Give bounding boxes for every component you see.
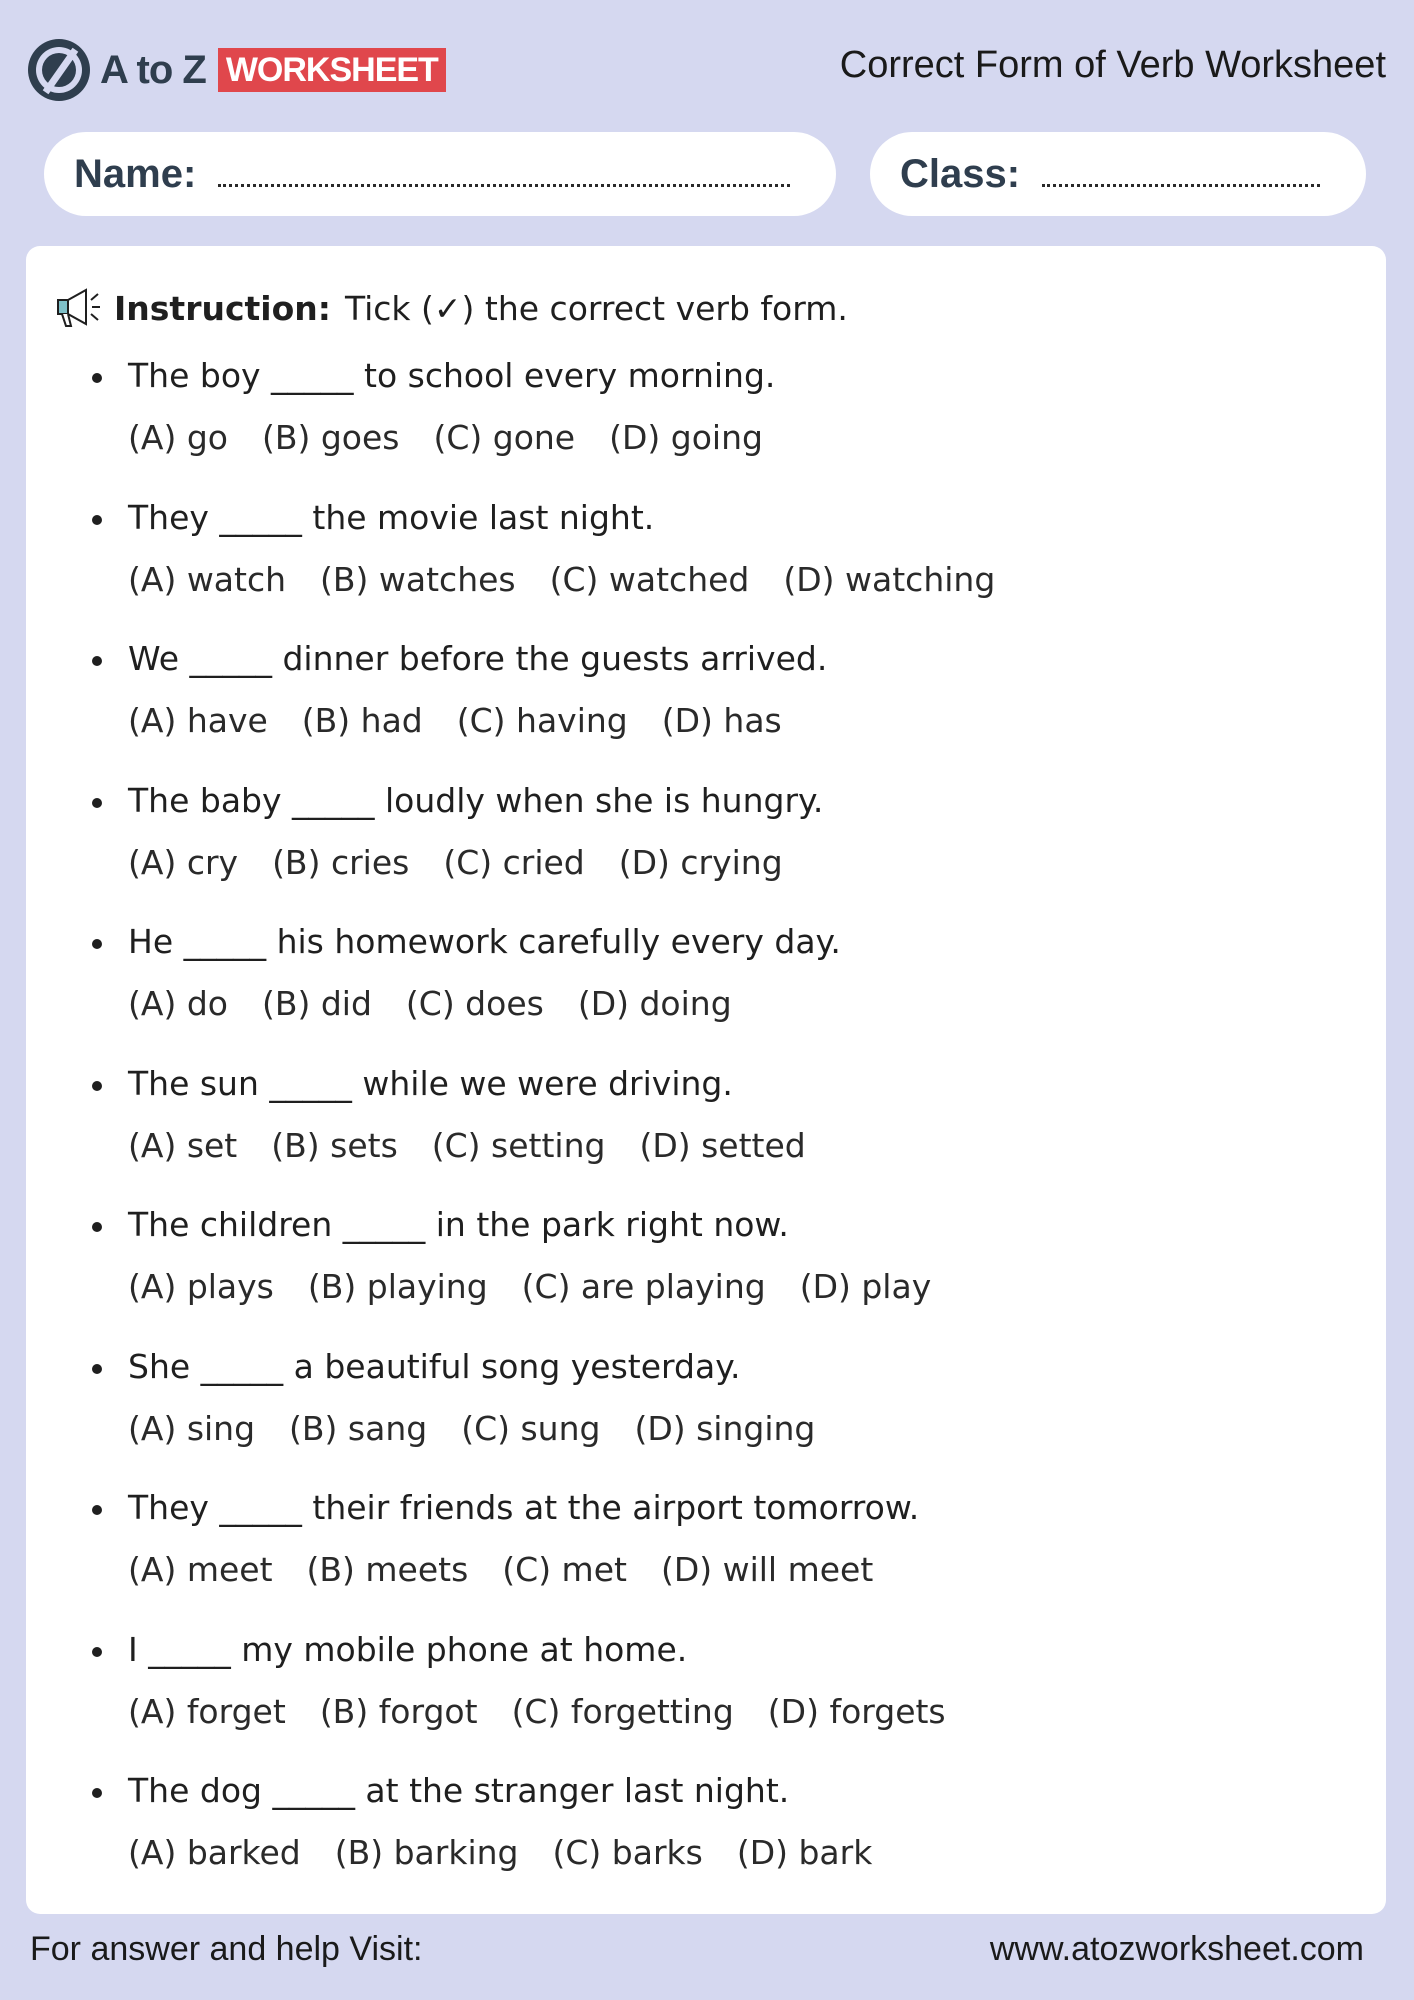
question-text: He _____ his homework carefully every day. [128,922,841,961]
option-a[interactable]: (A) watch [128,559,287,599]
question-text: The children _____ in the park right now. [128,1205,789,1244]
option-a[interactable]: (A) go [128,418,228,457]
option-row [128,1692,980,1731]
option-d[interactable]: (D) crying [618,842,783,882]
bullet [92,656,102,666]
option-b[interactable]: (B) goes [261,418,400,457]
worksheet-card [26,246,1386,1914]
logo-pen-icon [28,39,90,101]
option-a[interactable]: (A) set [128,1125,238,1165]
bullet [92,1081,102,1091]
question-item [92,639,1352,781]
question-item [92,356,1352,498]
question-text: She _____ a beautiful song yesterday. [128,1346,741,1386]
option-a[interactable]: (A) do [128,984,228,1023]
name-field[interactable] [44,132,836,216]
option-d[interactable]: (D) going [609,418,763,457]
option-c[interactable]: (C) forgetting [511,1691,734,1731]
option-row [128,1267,965,1306]
logo-badge: WORKSHEET [218,48,446,92]
option-a[interactable]: (A) forget [128,1691,286,1731]
option-c[interactable]: (C) setting [431,1125,606,1165]
option-row [128,701,816,740]
bullet [92,1647,102,1657]
option-row [128,984,766,1023]
question-item [92,1064,1352,1206]
question-text: We _____ dinner before the guests arrived. [128,639,828,678]
bullet [92,373,102,383]
option-row [128,843,817,882]
option-c[interactable]: (C) having [456,701,628,740]
name-dotted-line[interactable] [218,161,790,187]
option-b[interactable]: (B) forgot [319,1691,478,1731]
megaphone-icon [54,286,102,330]
page-title: Correct Form of Verb Worksheet [839,44,1386,86]
question-text: The sun _____ while we were driving. [128,1063,733,1103]
option-d[interactable]: (D) doing [577,984,732,1023]
question-item [92,498,1352,640]
question-item [92,1347,1352,1489]
option-c[interactable]: (C) are playing [521,1267,766,1306]
footer-help-text: For answer and help Visit: [30,1930,423,1968]
question-item [92,781,1352,923]
option-a[interactable]: (A) sing [128,1408,256,1448]
question-list [92,356,1352,1913]
option-c[interactable]: (C) met [502,1550,627,1589]
bullet [92,939,102,949]
question-text: I _____ my mobile phone at home. [128,1629,688,1669]
option-row [128,1126,840,1165]
class-label: Class: [900,151,1021,196]
question-text: The baby _____ loudly when she is hungry. [128,780,824,820]
option-d[interactable]: (D) bark [736,1833,873,1872]
instruction-label: Instruction: [114,288,331,328]
option-d[interactable]: (D) singing [634,1408,816,1448]
option-a[interactable]: (A) plays [128,1267,274,1306]
option-c[interactable]: (C) watched [549,559,750,599]
option-row [128,1409,849,1448]
bullet [92,798,102,808]
option-c[interactable]: (C) gone [433,418,576,457]
option-d[interactable]: (D) has [661,701,782,740]
option-d[interactable]: (D) forgets [767,1691,946,1731]
header [0,0,1414,130]
question-item [92,1630,1352,1772]
option-b[interactable]: (B) cries [272,842,410,882]
option-c[interactable]: (C) sung [461,1408,601,1448]
option-c[interactable]: (C) does [405,984,544,1023]
site-logo[interactable] [28,38,446,102]
option-a[interactable]: (A) cry [128,842,239,882]
bullet [92,515,102,525]
option-row [128,560,1029,599]
option-d[interactable]: (D) play [799,1267,932,1306]
instruction-text: Tick (✓) the correct verb form. [344,288,848,328]
logo-text: A to Z [100,47,206,92]
option-b[interactable]: (B) watches [320,559,516,599]
bullet [92,1788,102,1798]
option-d[interactable]: (D) watching [783,559,996,599]
question-text: The dog _____ at the stranger last night. [128,1771,790,1810]
footer-website-link[interactable]: www.atozworksheet.com [989,1930,1364,1968]
option-b[interactable]: (B) did [261,984,372,1023]
bullet [92,1505,102,1515]
option-row [128,418,797,457]
name-label: Name: [74,151,197,196]
bullet [92,1222,102,1232]
question-item [92,1488,1352,1630]
option-a[interactable]: (A) have [128,701,268,740]
option-a[interactable]: (A) barked [128,1833,301,1872]
option-b[interactable]: (B) sets [271,1125,398,1165]
option-b[interactable]: (B) barking [334,1833,519,1872]
option-b[interactable]: (B) sang [289,1408,428,1448]
class-dotted-line[interactable] [1042,161,1320,187]
class-field[interactable] [870,132,1366,216]
question-text: They _____ the movie last night. [128,497,655,537]
option-c[interactable]: (C) cried [443,842,585,882]
question-item [92,922,1352,1064]
option-a[interactable]: (A) meet [128,1550,273,1589]
option-d[interactable]: (D) setted [639,1125,806,1165]
option-c[interactable]: (C) barks [552,1833,703,1872]
question-text: The boy _____ to school every morning. [128,356,776,395]
instruction [54,286,848,330]
option-row [128,1550,907,1589]
option-row [128,1833,906,1872]
option-d[interactable]: (D) will meet [660,1550,874,1589]
option-b[interactable]: (B) had [301,701,423,740]
option-b[interactable]: (B) playing [307,1267,488,1306]
question-item [92,1205,1352,1347]
question-item [92,1771,1352,1913]
option-b[interactable]: (B) meets [306,1550,469,1589]
question-text: They _____ their friends at the airport tomorrow. [128,1488,920,1527]
bullet [92,1364,102,1374]
